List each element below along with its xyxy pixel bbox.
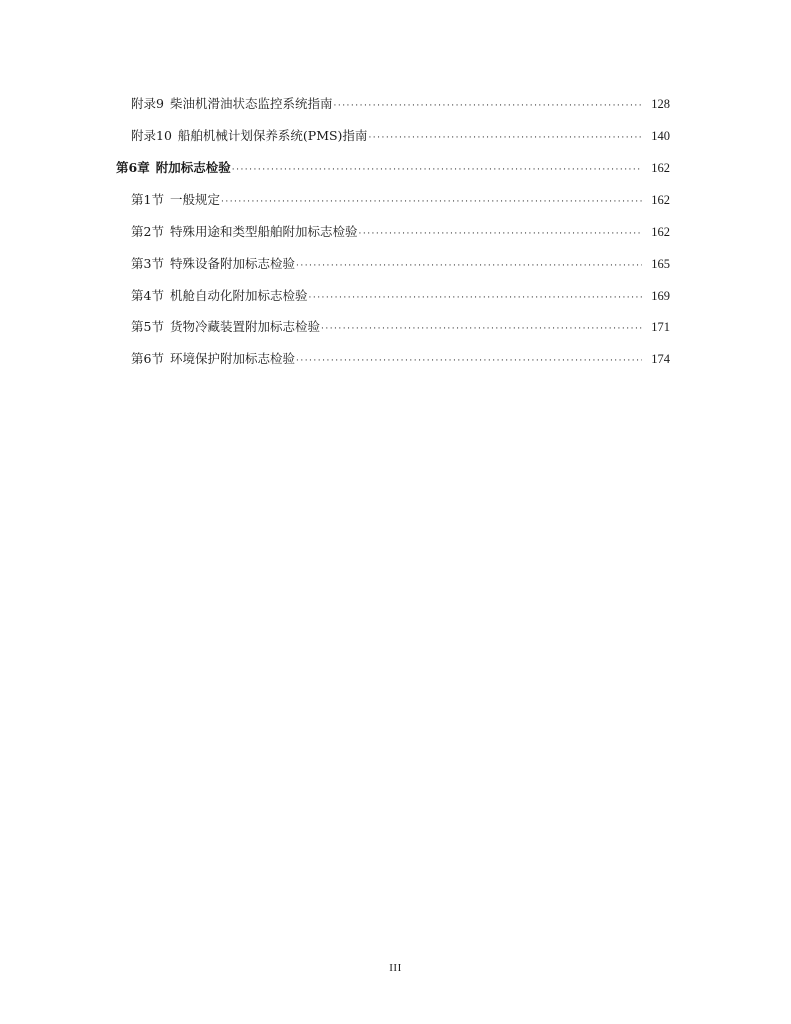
toc-entry-section-3[interactable]	[131, 254, 670, 274]
toc-page-number: 169	[651, 289, 670, 303]
toc-entry-number: 附录9	[131, 96, 164, 111]
page-number-footer: III	[389, 962, 402, 974]
toc-entry-title: 船舶机械计划保养系统(PMS)指南	[177, 128, 368, 143]
toc-entry-section-4[interactable]	[131, 286, 670, 306]
dot-leader	[321, 319, 642, 339]
toc-entry-title: 柴油机滑油状态监控系统指南	[169, 96, 333, 111]
toc-entry-title: 特殊用途和类型船舶附加标志检验	[169, 224, 358, 239]
toc-entry-number: 第4节	[131, 288, 164, 303]
dot-leader	[296, 351, 642, 371]
toc-entry-title: 附加标志检验	[155, 160, 231, 175]
toc-page-number: 162	[651, 161, 670, 175]
toc-entry-number: 第3节	[131, 256, 164, 271]
dot-leader	[232, 160, 642, 180]
toc-entry-number: 第2节	[131, 224, 164, 239]
toc-entry-appendix-10[interactable]	[131, 126, 670, 146]
toc-entry-title: 环境保护附加标志检验	[169, 351, 295, 366]
dot-leader	[358, 224, 642, 244]
toc-page-number: 140	[651, 129, 670, 143]
toc-entry-appendix-9[interactable]	[131, 94, 670, 114]
toc-entry-chapter-6[interactable]	[116, 158, 670, 178]
toc-page-number: 128	[651, 97, 670, 111]
dot-leader	[368, 128, 642, 148]
toc-page-number: 171	[651, 320, 670, 334]
toc-page-number: 174	[651, 352, 670, 366]
toc-entry-title: 货物冷藏装置附加标志检验	[169, 319, 320, 334]
toc-entry-title: 特殊设备附加标志检验	[169, 256, 295, 271]
toc-entry-number: 附录10	[131, 128, 172, 143]
toc-entry-number: 第6章	[116, 160, 150, 175]
toc-entry-section-5[interactable]	[131, 317, 670, 337]
toc-entry-number: 第5节	[131, 319, 164, 334]
toc-entry-number: 第1节	[131, 192, 164, 207]
toc-page-number: 162	[651, 193, 670, 207]
toc-entry-section-1[interactable]	[131, 190, 670, 210]
toc-page-number: 162	[651, 225, 670, 239]
dot-leader	[221, 192, 642, 212]
toc-entry-section-2[interactable]	[131, 222, 670, 242]
toc-entry-title: 机舱自动化附加标志检验	[169, 288, 308, 303]
toc-page-number: 165	[651, 257, 670, 271]
toc-entry-section-6[interactable]	[131, 349, 670, 369]
dot-leader	[296, 256, 642, 276]
dot-leader	[308, 288, 642, 308]
toc-entry-number: 第6节	[131, 351, 164, 366]
toc-entry-title: 一般规定	[169, 192, 220, 207]
dot-leader	[333, 96, 642, 116]
